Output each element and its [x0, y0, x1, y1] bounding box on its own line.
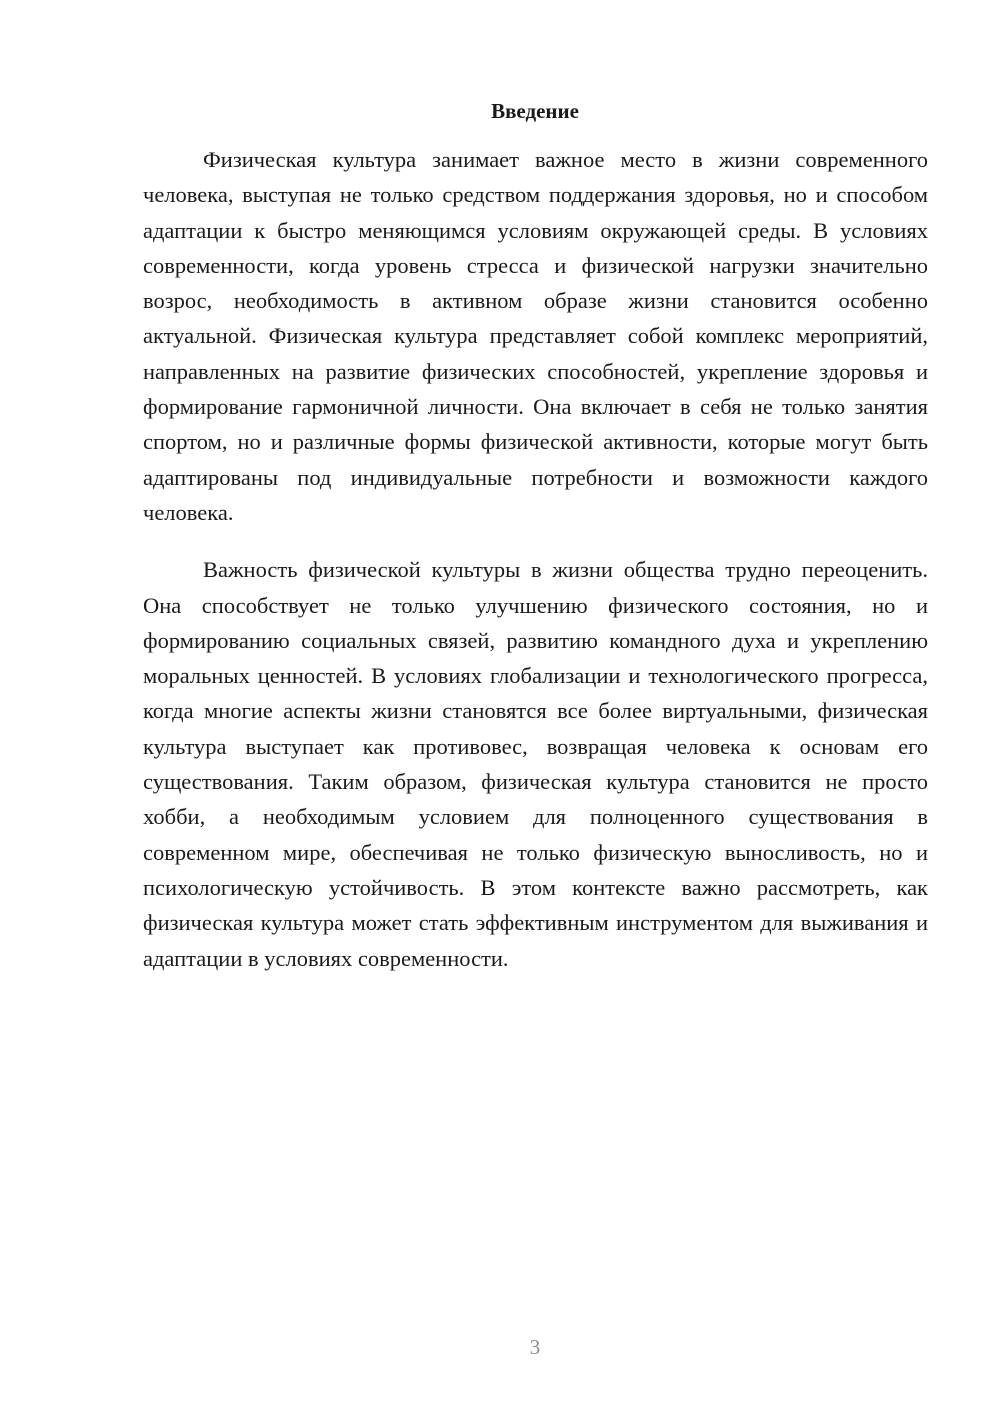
paragraph: Физическая культура занимает важное место в жизни современного человека, выступая не только средством поддержания здоровья, но и способом адаптации к быстро меняющимся условиям окружающей среды. В условиях современности, когда уровень стресса и физической нагрузки значительно возрос, необходимость в активном образе жизни становится особенно актуальной. Физическая культура представляет собой комплекс мероприятий, направленных на развитие физических способностей, укрепление здоровья и формирование гармоничной личности. Она включает в себя не только занятия спортом, но и различные формы физической активности, которые могут быть адаптированы под индивидуальные потребности и возможности каждого человека. [143, 147, 928, 525]
page-number: 3 [529, 1335, 541, 1359]
body-text [143, 142, 928, 976]
section-heading: Введение [491, 99, 579, 123]
paragraph: Важность физической культуры в жизни общества трудно переоценить. Она способствует не только улучшению физического состояния, но и формированию социальных связей, развитию командного духа и укреплению моральных ценностей. В условиях глобализации и технологического прогресса, когда многие аспекты жизни становятся все более виртуальными, физическая культура выступает как противовес, возвращая человека к основам его существования. Таким образом, физическая культура становится не просто хобби, а необходимым условием для полноценного существования в современном мире, обеспечивая не только физическую выносливость, но и психологическую устойчивость. В этом контексте важно рассмотреть, как физическая культура может стать эффективным инструментом для выживания и адаптации в условиях современности. [143, 557, 928, 971]
